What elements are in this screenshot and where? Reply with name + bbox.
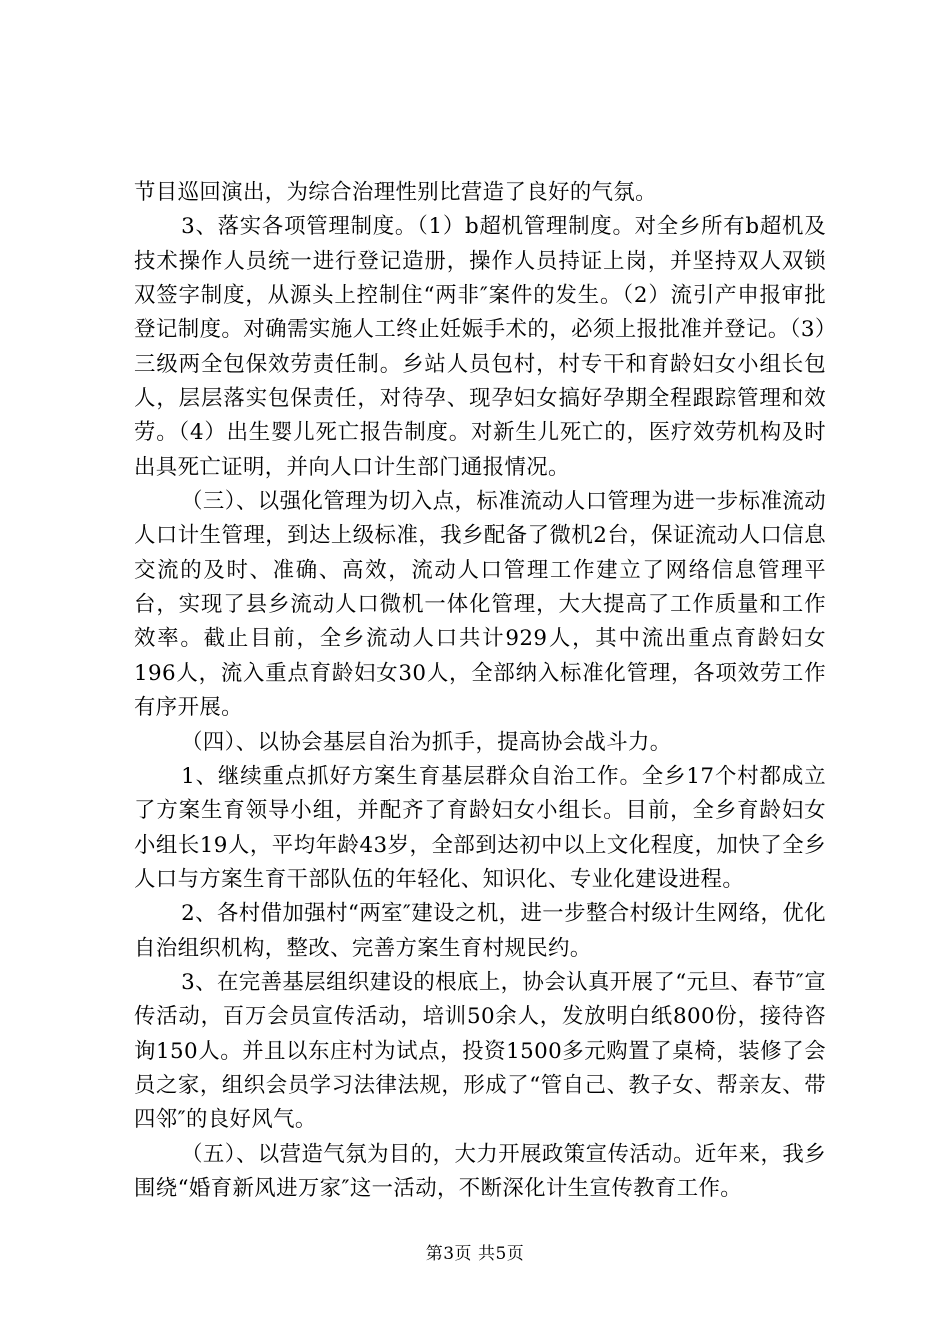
document-body [134, 176, 826, 1206]
page-footer [0, 1243, 950, 1265]
paragraph: （三）、以强化管理为切入点，标准流动人口管理为进一步标准流动人口计生管理，到达上级标准，我乡配备了微机2台，保证流动人口信息交流的及时、准确、高效，流动人口管理工作建立了网络信息管理平台，实现了县乡流动人口微机一体化管理，大大提高了工作质量和工作效率。截止目前，全乡流动人口共计929人，其中流出重点育龄妇女196人，流入重点育龄妇女30人，全部纳入标准化管理，各项效劳工作有序开展。 [134, 489, 826, 721]
page-number: 第3页 共5页 [425, 1244, 525, 1264]
paragraph: （四）、以协会基层自治为抓手，提高协会战斗力。 [181, 729, 672, 755]
paragraph: 3、落实各项管理制度。（1）b超机管理制度。对全乡所有b超机及技术操作人员统一进行登记造册，操作人员持证上岗，并坚持双人双锁双签字制度，从源头上控制住“两非″案件的发生。（2）流引产申报审批登记制度。对确需实施人工终止妊娠手术的，必须上报批准并登记。（3）三级两全包保效劳责任制。乡站人员包村，村专干和育龄妇女小组长包人，层层落实包保责任，对待孕、现孕妇女搞好孕期全程跟踪管理和效劳。（4）出生婴儿死亡报告制度。对新生儿死亡的，医疗效劳机构及时出具死亡证明，并向人口计生部门通报情况。 [134, 214, 826, 480]
paragraph: 节目巡回演出，为综合治理性别比营造了良好的气氛。 [134, 180, 657, 205]
paragraph: 2、各村借加强村“两室″建设之机，进一步整合村级计生网络，优化自治组织机构，整改、完善方案生育村规民约。 [134, 901, 826, 961]
paragraph: （五）、以营造气氛为目的，大力开展政策宣传活动。近年来，我乡围绕“婚育新风进万家″这一活动，不断深化计生宣传教育工作。 [134, 1141, 826, 1201]
paragraph: 3、在完善基层组织建设的根底上，协会认真开展了“元旦、春节″宣传活动，百万会员宣传活动，培训50余人，发放明白纸800份，接待咨询150人。并且以东庄村为试点，投资1500多元购置了桌椅，装修了会员之家，组织会员学习法律法规，形成了“管自己、教子女、帮亲友、带四邻″的良好风气。 [134, 969, 826, 1133]
paragraph: 1、继续重点抓好方案生育基层群众自治工作。全乡17个村都成立了方案生育领导小组，并配齐了育龄妇女小组长。目前，全乡育龄妇女小组长19人，平均年龄43岁，全部到达初中以上文化程度，加快了全乡人口与方案生育干部队伍的年轻化、知识化、专业化建设进程。 [134, 763, 826, 892]
